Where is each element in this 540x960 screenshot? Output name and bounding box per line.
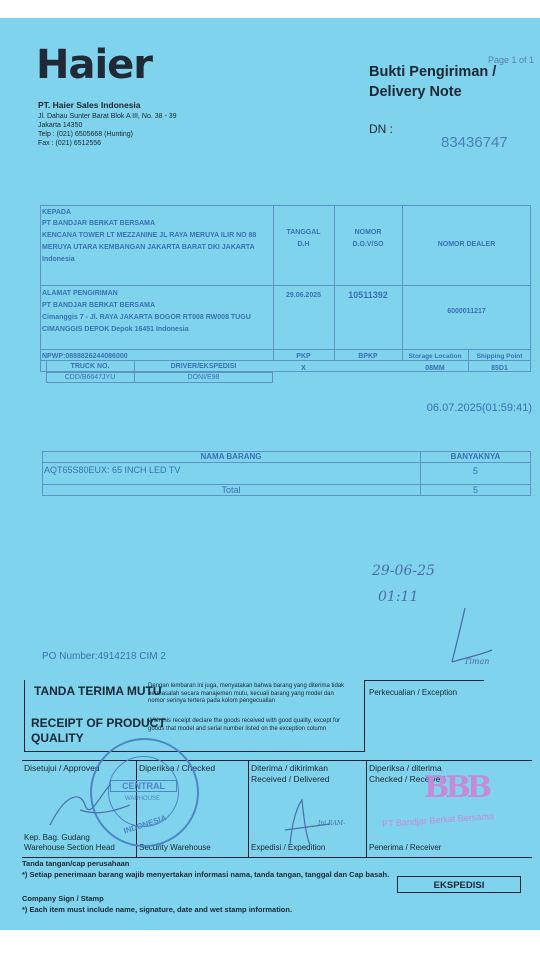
pkp-value: X bbox=[301, 365, 306, 372]
bpkp-label: BPKP bbox=[358, 353, 378, 360]
tanggal-label: TANGGAL bbox=[286, 229, 321, 236]
receiver-title-2: Checked / Received bbox=[369, 774, 446, 784]
approved-footer-1: Kep. Bag. Gudang bbox=[24, 833, 90, 842]
note-en: *) Each item must include name, signature, date and wet stamp information. bbox=[22, 905, 293, 914]
company-address: Jl. Dahau Sunter Barat Blok A III, No. 38 - 39 bbox=[38, 113, 177, 120]
receipt-title-en-1: RECEIPT OF PRODUCT bbox=[31, 716, 166, 730]
kepada-address-2: MERUYA UTARA KEMBANGAN JAKARTA BARAT DKI JAKARTA bbox=[42, 244, 255, 251]
kepada-address-3: Indonesia bbox=[42, 256, 75, 263]
dn-label: DN : bbox=[369, 122, 393, 136]
receiver-title-1: Diperiksa / diterima bbox=[369, 763, 442, 773]
driver-value: DONI/E98 bbox=[187, 374, 220, 381]
alamat-address-1: Cimanggis 7 - Jl. RAYA JAKARTA BOGOR RT008 RW008 TUGU bbox=[42, 314, 251, 321]
approved-footer-2: Warehouse Section Head bbox=[24, 843, 115, 852]
doc-title-id: Bukti Pengiriman / bbox=[369, 64, 497, 80]
storage-location-label: Storage Location bbox=[408, 353, 462, 360]
nomor-label: NOMOR bbox=[354, 229, 382, 236]
kepada-label: KEPADA bbox=[42, 209, 72, 216]
total-label: Total bbox=[221, 485, 241, 495]
approved-title: Disetujui / Approved bbox=[24, 763, 100, 773]
storage-location-value: 08MM bbox=[425, 365, 445, 372]
tanggal-value: 29.06.2025 bbox=[285, 292, 322, 299]
ekspedisi-copy-label: EKSPEDISI bbox=[397, 876, 521, 893]
handwritten-name: Timan bbox=[464, 657, 490, 666]
dealer-value: 6000011217 bbox=[447, 308, 486, 315]
alamat-label: ALAMAT PENGIRIMAN bbox=[42, 290, 118, 297]
company-sign-en: Company Sign / Stamp bbox=[22, 894, 104, 903]
handwritten-time: 01:11 bbox=[378, 589, 419, 605]
print-timestamp: 06.07.2025(01:59:41) bbox=[426, 402, 532, 414]
approved-signature bbox=[40, 775, 140, 835]
checked-footer: Security Warehouse bbox=[139, 843, 211, 852]
received-title-2: Received / Delivered bbox=[251, 774, 330, 784]
company-telp: Telp : (021) 6505668 (Hunting) bbox=[38, 131, 133, 138]
page-number: Page 1 of 1 bbox=[487, 55, 534, 65]
nomor-value: 10511392 bbox=[348, 290, 388, 300]
item-row-qty: 5 bbox=[472, 466, 478, 476]
company-fax: Fax : (021) 6512556 bbox=[38, 140, 102, 147]
warehouse-stamp-text-3: INDONESIA bbox=[122, 813, 168, 836]
kepada-address-1: KENCANA TOWER LT MEZZANINE JL RAYA MERUYA ILIR NO 88 bbox=[42, 232, 257, 239]
company-sign-label: Tanda tangan/cap perusahaan bbox=[22, 859, 130, 868]
dealer-label: NOMOR DEALER bbox=[437, 241, 496, 248]
expedition-footer: Expedisi / Expedition bbox=[251, 843, 326, 852]
po-number: PO Number:4914218 CIM 2 bbox=[42, 651, 166, 662]
truck-label: TRUCK NO. bbox=[70, 363, 110, 370]
total-value: 5 bbox=[472, 485, 478, 495]
note-id: *) Setiap penerimaan barang wajib menyertakan informasi nama, tanda tangan, tanggal dan Cap basah. bbox=[22, 870, 390, 879]
npwp: NPWP:0888826244086000 bbox=[42, 353, 128, 360]
warehouse-stamp-text-1: CENTRAL bbox=[110, 780, 177, 792]
col-nama-barang: NAMA BARANG bbox=[200, 452, 262, 461]
doc-title-en: Delivery Note bbox=[369, 84, 462, 100]
expedition-note: Ini RAM- bbox=[318, 820, 346, 827]
receipt-title-id: TANDA TERIMA MUTU bbox=[34, 684, 162, 698]
haier-logo: Haier bbox=[36, 42, 153, 88]
warehouse-stamp-text-2: WARHOUSE bbox=[124, 796, 161, 802]
receipt-desc-en: With this receipt declare the goods received with good quality, except for goods that model and serial number listed on the exception column bbox=[148, 718, 340, 732]
shipping-point-value: 85D1 bbox=[491, 365, 508, 372]
tanggal-sub: D.H bbox=[297, 241, 310, 248]
receipt-desc-id: Dengan lembaran ini juga, menyatakan bahwa barang yang diterima tidak bermasalah secara manajemen mutu, kecuali barang yang model dan nomor serinya tertera pada kolom pengecualian bbox=[148, 683, 345, 704]
col-banyaknya: BANYAKNYA bbox=[450, 452, 501, 461]
dn-number: 83436747 bbox=[441, 134, 508, 151]
item-row-name: AQT65S80EUX: 65 INCH LED TV bbox=[44, 465, 181, 475]
exception-label: Perkecualian / Exception bbox=[369, 688, 458, 697]
receiver-stamp-logo: BBB bbox=[424, 770, 489, 805]
company-city: Jakarta 14350 bbox=[38, 122, 83, 129]
shipping-point-label: Shipping Point bbox=[476, 353, 523, 360]
receiver-footer: Penerima / Receiver bbox=[369, 843, 442, 852]
truck-value: CDD/B6647JYU bbox=[64, 374, 116, 381]
handwritten-date: 29-06-25 bbox=[372, 563, 435, 579]
driver-label: DRIVER/EKSPEDISI bbox=[170, 363, 237, 370]
company-name: PT. Haier Sales Indonesia bbox=[38, 100, 141, 110]
alamat-name: PT BANDJAR BERKAT BERSAMA bbox=[42, 302, 156, 309]
pkp-label: PKP bbox=[296, 353, 311, 360]
alamat-address-2: CIMANGGIS DEPOK Depok 16451 Indonesia bbox=[42, 326, 189, 333]
nomor-sub: D.O.V/SO bbox=[352, 241, 384, 248]
checked-title: Diperiksa / Checked bbox=[139, 763, 216, 773]
received-title-1: Diterima / dikirimkan bbox=[251, 763, 328, 773]
receipt-title-en-2: QUALITY bbox=[31, 731, 84, 745]
kepada-name: PT BANDJAR BERKAT BERSAMA bbox=[42, 220, 156, 227]
receiver-stamp-name: PT Bandjar Berkat Bersama bbox=[381, 811, 495, 829]
